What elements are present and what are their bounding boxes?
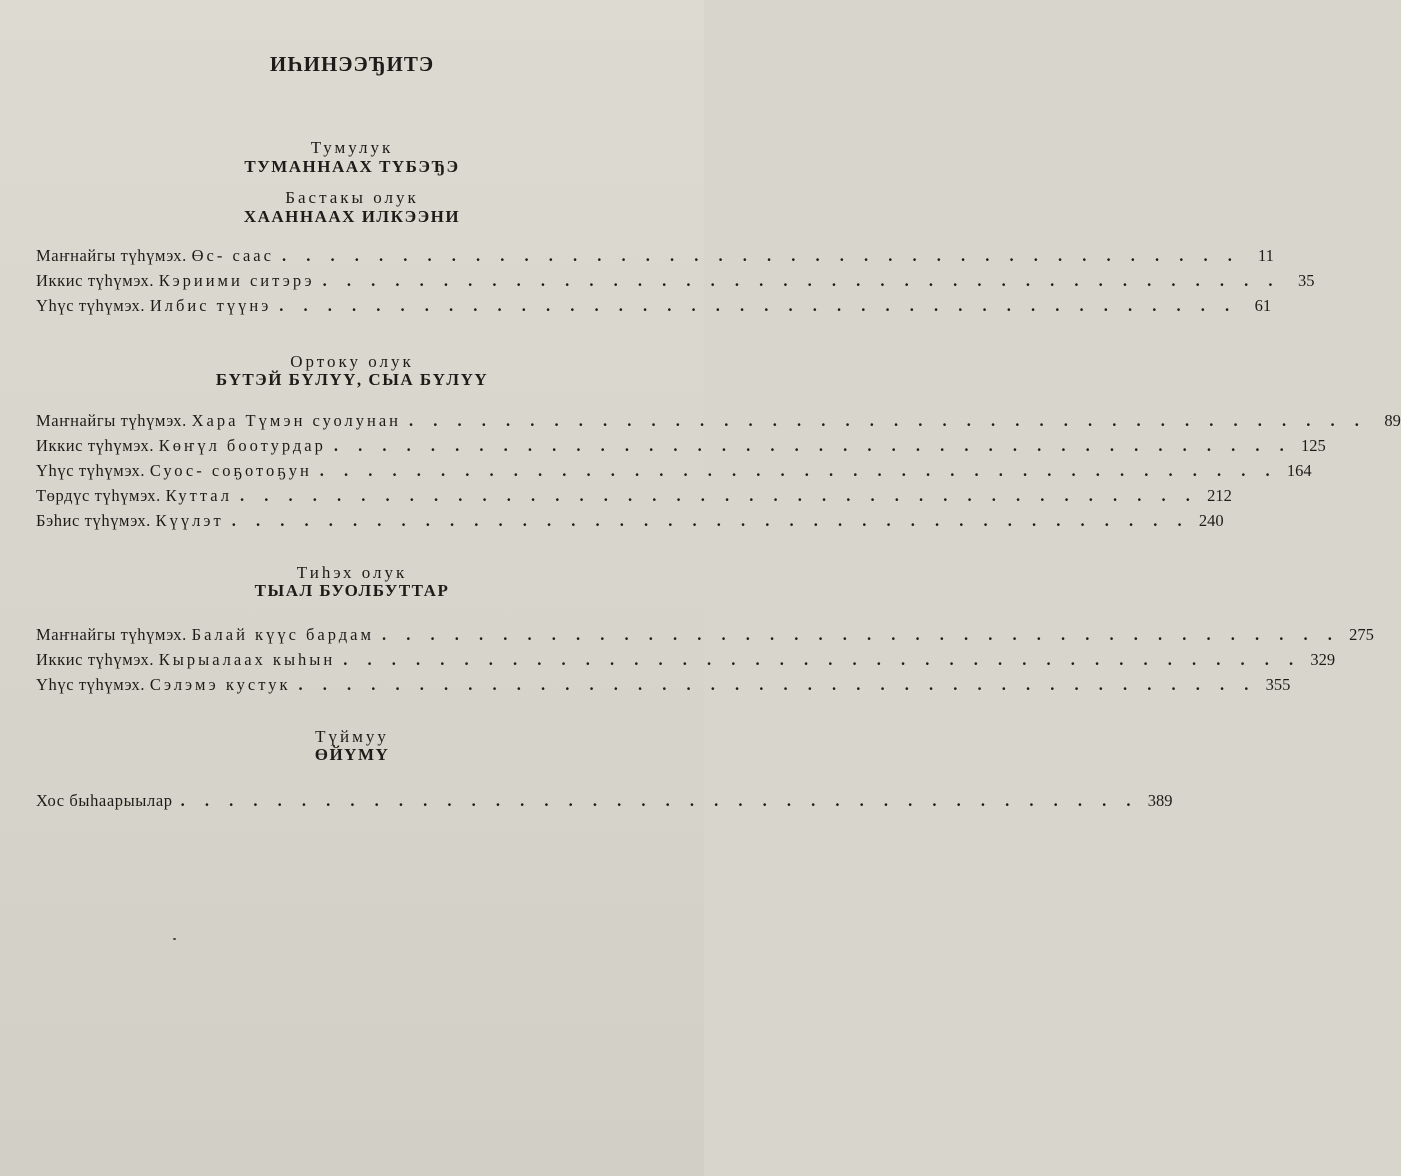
entry-title: Хос быһаарыылар bbox=[36, 791, 173, 810]
toc-entry[interactable] bbox=[36, 511, 1224, 533]
entry-title: Маҥнайгы түһүмэх. Хара Түмэн суолунан bbox=[36, 411, 401, 430]
entry-title: Иккис түһүмэх. Кэриими ситэрэ bbox=[36, 271, 315, 290]
entry-title: Иккис түһүмэх. Кырыалаах кыһын bbox=[36, 650, 336, 669]
toc-entry[interactable] bbox=[36, 791, 1173, 813]
entry-title: Маҥнайгы түһүмэх. Балай күүс бардам bbox=[36, 625, 374, 644]
toc-entry[interactable] bbox=[36, 271, 1315, 293]
toc-entry[interactable] bbox=[36, 486, 1232, 508]
page-number: 61 bbox=[1254, 296, 1272, 315]
part-title-1: ХААННААХ ИЛКЭЭНИ bbox=[243, 207, 461, 226]
part-label-1: Бастакы олук bbox=[285, 188, 419, 207]
dot-leader: . . . . . . . . . . . . . . . . . . . . . . . . . . . . . . . . . . . . . . . . bbox=[409, 411, 1367, 430]
entry-title: Маҥнайгы түһүмэх. Өс- саас bbox=[36, 246, 274, 265]
page-number: 240 bbox=[1198, 511, 1224, 530]
entry-title: Төрдүс түһүмэх. Куттал bbox=[36, 486, 232, 505]
page-number: 164 bbox=[1286, 461, 1312, 480]
toc-entry[interactable] bbox=[36, 675, 1291, 697]
paper-speck bbox=[173, 938, 176, 940]
part-label-3: Тиһэх олук bbox=[296, 563, 408, 582]
page-number: 329 bbox=[1310, 650, 1336, 669]
part-label-epilogue: Түймуу bbox=[315, 727, 389, 746]
part-label-prologue: Тумулук bbox=[310, 138, 394, 157]
page-number: 355 bbox=[1265, 675, 1291, 694]
toc-entry[interactable] bbox=[36, 246, 1274, 268]
entry-title: Үһүс түһүмэх. Суос- соҕотоҕун bbox=[36, 461, 312, 480]
toc-entry[interactable] bbox=[36, 436, 1326, 458]
entry-title: Үһүс түһүмэх. Сэлэмэ кустук bbox=[36, 675, 291, 694]
dot-leader: . . . . . . . . . . . . . . . . . . . . . . . . . . . . . . . . . . . . . . . . bbox=[279, 296, 1238, 315]
part-title-2: БҮТЭЙ БҮЛҮҮ, СЫА БҮЛҮҮ bbox=[215, 370, 489, 389]
dot-leader: . . . . . . . . . . . . . . . . . . . . . . . . . . . . . . . . . . . . . . . . bbox=[281, 246, 1240, 265]
dot-leader: . . . . . . . . . . . . . . . . . . . . . . . . . . . . . . . . . . . . . . . . bbox=[343, 650, 1302, 669]
page-number: 89 bbox=[1384, 411, 1401, 430]
dot-leader: . . . . . . . . . . . . . . . . . . . . . . . . . . . . . . . . . . . . . . . . bbox=[180, 791, 1139, 810]
toc-entry[interactable] bbox=[36, 411, 1401, 433]
entry-title: Иккис түһүмэх. Көҥүл боотурдар bbox=[36, 436, 326, 455]
toc-entry[interactable] bbox=[36, 625, 1374, 647]
page-number: 125 bbox=[1300, 436, 1326, 455]
dot-leader: . . . . . . . . . . . . . . . . . . . . . . . . . . . . . . . . . . . . . . . . bbox=[381, 625, 1340, 644]
toc-entry[interactable] bbox=[36, 296, 1272, 318]
page-number: 212 bbox=[1207, 486, 1232, 505]
page-number: 11 bbox=[1257, 246, 1274, 265]
entry-title: Бэһис түһүмэх. Күүлэт bbox=[36, 511, 224, 530]
toc-entry[interactable] bbox=[36, 461, 1312, 483]
dot-leader: . . . . . . . . . . . . . . . . . . . . . . . . . . . . . . . . . . . . . . . . bbox=[231, 511, 1190, 530]
dot-leader: . . . . . . . . . . . . . . . . . . . . . . . . . . . . . . . . . . . . . . . . bbox=[322, 271, 1281, 290]
page-title: ИҺИНЭЭЂИТЭ bbox=[269, 52, 435, 76]
dot-leader: . . . . . . . . . . . . . . . . . . . . . . . . . . . . . . . . . . . . . . . . bbox=[298, 675, 1257, 694]
dot-leader: . . . . . . . . . . . . . . . . . . . . . . . . . . . . . . . . . . . . . . . . bbox=[333, 436, 1292, 455]
dot-leader: . . . . . . . . . . . . . . . . . . . . . . . . . . . . . . . . . . . . . . . . bbox=[239, 486, 1198, 505]
part-title-epilogue: ӨЙҮМҮ bbox=[314, 745, 390, 764]
part-title-prologue: ТУМАННААХ ТҮБЭЂЭ bbox=[244, 157, 460, 176]
part-title-3: ТЫАЛ БУОЛБУТТАР bbox=[254, 581, 450, 600]
dot-leader: . . . . . . . . . . . . . . . . . . . . . . . . . . . . . . . . . . . . . . . . bbox=[319, 461, 1278, 480]
page-number: 275 bbox=[1349, 625, 1374, 644]
toc-entry[interactable] bbox=[36, 650, 1336, 672]
part-label-2: Ортоку олук bbox=[290, 352, 414, 371]
page-number: 389 bbox=[1147, 791, 1173, 810]
entry-title: Үһүс түһүмэх. Илбис түүнэ bbox=[36, 296, 272, 315]
page-number: 35 bbox=[1297, 271, 1315, 290]
